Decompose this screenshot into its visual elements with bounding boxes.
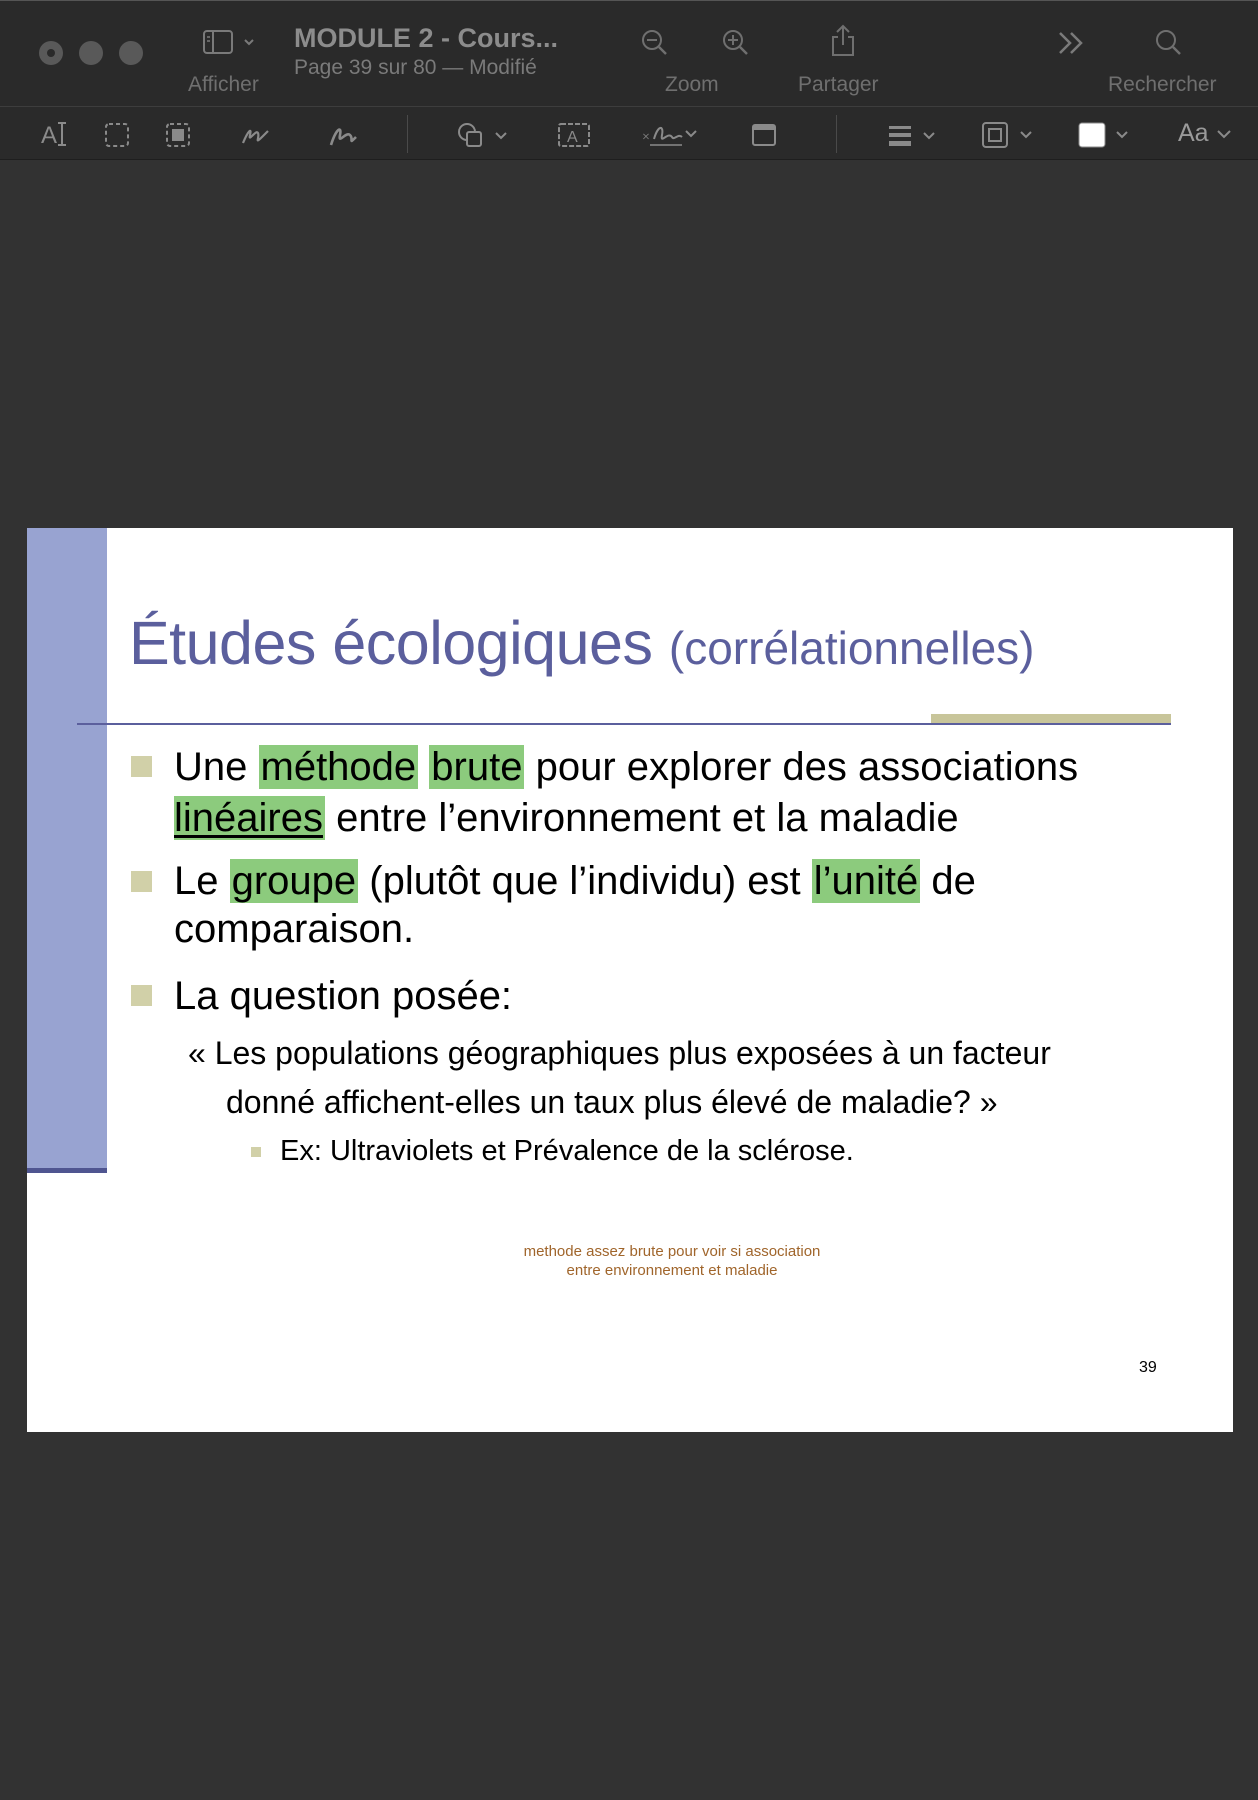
text-selection-icon[interactable]: [40, 119, 70, 149]
slide-title: [129, 608, 1035, 678]
highlight-groupe[interactable]: groupe: [231, 859, 357, 903]
bullet-item-2: [174, 857, 976, 953]
document-page-status: Page 39 sur 80 — Modifié: [294, 56, 537, 79]
bullet-item-3: [174, 971, 512, 1022]
toolbar-divider: [836, 115, 837, 153]
slide-accent-bar: [27, 528, 107, 1170]
example-text: Ex: Ultraviolets et Prévalence de la sclérose.: [280, 1135, 854, 1167]
highlight-methode[interactable]: méthode: [260, 745, 417, 789]
slide-page-number: 39: [1139, 1359, 1157, 1376]
afficher-label: Afficher: [188, 73, 259, 96]
highlight-brute[interactable]: brute: [431, 745, 523, 789]
svg-text:×: ×: [642, 130, 650, 145]
search-icon[interactable]: [1154, 28, 1182, 56]
line-style-icon[interactable]: [888, 121, 940, 149]
bullet-1-line-2: linéaires entre l’environnement et la maladie: [174, 796, 959, 840]
markup-toolbar: [0, 106, 1258, 160]
rectangular-selection-icon[interactable]: [104, 122, 130, 148]
font-button[interactable]: Aa: [1178, 119, 1209, 147]
bullet-1-line-1: Une méthode brute pour explorer des associations: [174, 745, 1079, 789]
document-title[interactable]: MODULE 2 - Cours...: [294, 23, 559, 53]
question-quote-line-2: donné affichent-elles un taux plus élevé de maladie? »: [226, 1084, 998, 1120]
slide-title-sub: (corrélationnelles): [668, 622, 1035, 674]
speaker-note-line-1: methode assez brute pour voir si association: [523, 1243, 821, 1260]
zoom-out-icon[interactable]: [640, 28, 668, 56]
bullet-2-line-2: comparaison.: [174, 907, 415, 951]
text-box-icon[interactable]: [557, 121, 591, 149]
svg-text:A: A: [567, 129, 578, 146]
zoom-window-button[interactable]: [119, 41, 143, 65]
bullet-square: [131, 985, 152, 1006]
close-window-button[interactable]: [39, 41, 63, 65]
example-sub-bullet: [280, 1135, 854, 1168]
sidebar-icon[interactable]: [202, 28, 258, 56]
chevron-down-icon[interactable]: [1216, 129, 1232, 141]
zoom-label: Zoom: [665, 73, 719, 96]
question-quote-line-1: « Les populations géographiques plus exposées à un facteur: [188, 1035, 1051, 1071]
partager-label: Partager: [798, 73, 879, 96]
bullet-square: [131, 756, 152, 777]
note-window-icon[interactable]: [751, 122, 777, 148]
sub-bullet-square: [251, 1147, 261, 1157]
minimize-window-button[interactable]: [79, 41, 103, 65]
draw-icon[interactable]: [328, 121, 360, 149]
rechercher-label: Rechercher: [1108, 73, 1217, 96]
border-color-icon[interactable]: [981, 120, 1037, 150]
toolbar-divider: [407, 115, 408, 153]
title-rule: [77, 723, 1171, 725]
slide-title-main: Études écologiques: [129, 609, 653, 677]
highlight-lineaires[interactable]: linéaires: [174, 796, 323, 840]
bullet-2-line-1: Le groupe (plutôt que l’individu) est l’unité de: [174, 859, 976, 903]
sketch-icon[interactable]: [240, 121, 272, 149]
speaker-note: [407, 1242, 937, 1280]
share-icon[interactable]: [830, 23, 856, 57]
instant-alpha-icon[interactable]: [165, 122, 191, 148]
window-toolbar: [0, 0, 1258, 106]
pdf-page: [27, 528, 1233, 1432]
svg-text:A: A: [41, 122, 58, 149]
speaker-note-line-2: entre environnement et maladie: [566, 1262, 778, 1279]
highlight-unite[interactable]: l’unité: [813, 859, 919, 903]
zoom-in-icon[interactable]: [721, 28, 749, 56]
fill-color-icon[interactable]: [1077, 120, 1133, 150]
slide-accent-base: [27, 1168, 107, 1173]
shapes-icon[interactable]: [456, 121, 512, 151]
bullet-item-1: [174, 742, 1078, 844]
more-tools-icon[interactable]: [1057, 31, 1085, 55]
bullet-3-text: La question posée:: [174, 974, 513, 1018]
signature-icon[interactable]: [642, 119, 702, 151]
bullet-square: [131, 871, 152, 892]
